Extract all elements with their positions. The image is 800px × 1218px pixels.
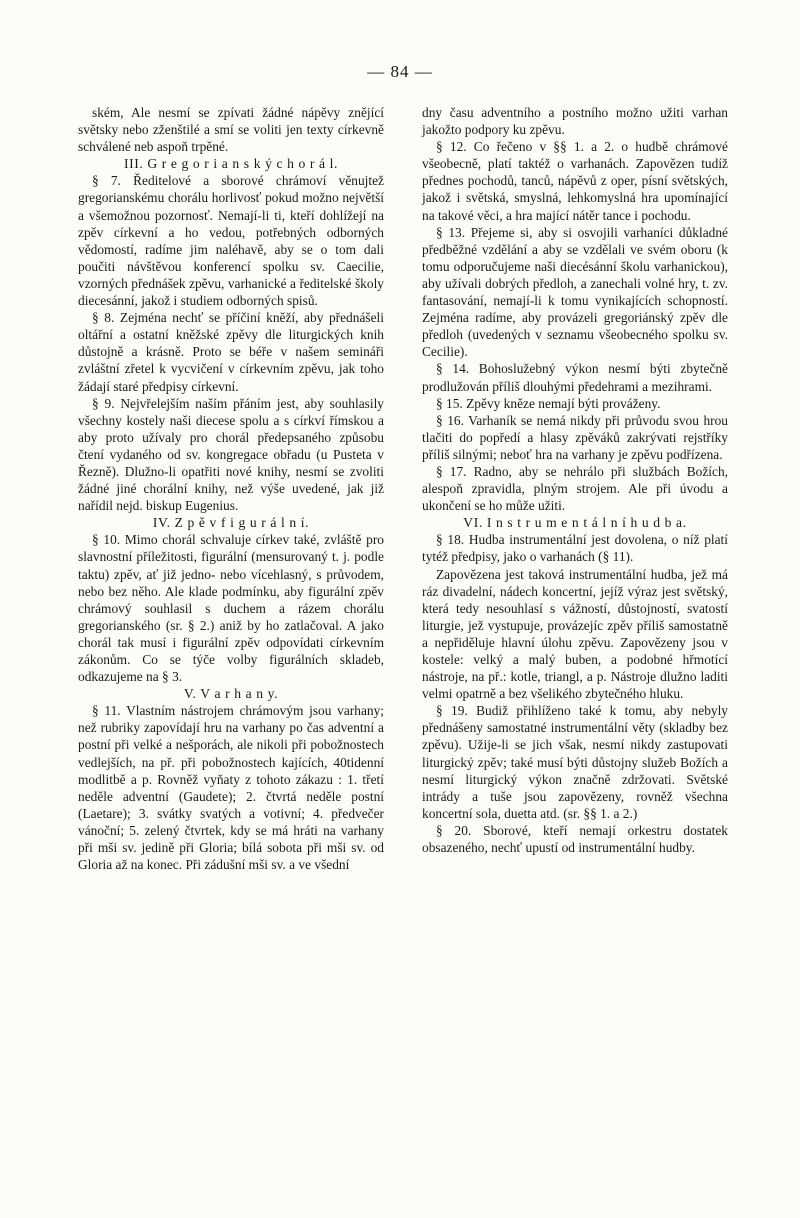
body-paragraph: § 7. Ředitelové a sborové chrámoví věnujtež gregorianskému chorálu horlivosť pokud možno největší a všemožnou pozornosť. Nemají-li ti, kteří dohlížejí na zpěv církevní a ho vedou, potřebných odborných vědomostí, radíme jim naléhavě, aby se o tom dali poučiti návštěvou konferencí spolku sv. Caecilie, vzorných přednášek zpěvu, varhanické a ředitelské školy diecesánní, jakož i studiem odborných spisů. bbox=[78, 173, 384, 309]
body-paragraph: § 18. Hudba instrumentální jest dovolena, o níž platí tytéž předpisy, jako o varhanách (§ 11). bbox=[422, 532, 728, 565]
body-paragraph: § 13. Přejeme si, aby si osvojili varhaníci důkladné předběžné vzdělání a aby se vzdělali ve svém oboru (k tomu odporučujeme naši diecésánní školu varhanickou), aby užívali dobrých předloh, a zanechali volné hry, t. zv. fantasování, nemají-li k tomu vynikajících schopností. Zejména radíme, aby provázeli gregoriánský zpěv dle předloh (uvedených v seznamu všeobecného spolku sv. Cecilie). bbox=[422, 224, 728, 360]
body-paragraph: § 8. Zejména nechť se příčiní kněží, aby přednášeli oltářní a ostatní kněžské zpěvy dle liturgických knih důstojně a krásně. Proto se béře v našem semináři zvláštní zřetel k vycvičení v církevním zpěvu, jak toho žádají staré předpisy církevní. bbox=[78, 310, 384, 394]
body-paragraph: § 16. Varhaník se nemá nikdy při průvodu svou hrou tlačiti do popředí a hlasy zpěváků zakrývati rejstříky příliš silnými; neboť hra na varhany je zpěvu podřízena. bbox=[422, 412, 728, 462]
section-heading: VI. I n s t r u m e n t á l n í h u d b a. bbox=[463, 515, 687, 531]
body-paragraph: § 9. Nejvřelejším naším přáním jest, aby souhlasily všechny kostely naši diecese spolu a s církví římskou a aby proto užívaly pro chorál předepsaného způsobu čtení vydaného od sv. kongregace obřadu (u Pusteta v Řezně). Dlužno-li opatřiti nové knihy, nesmí se zvoliti žádné jiné chorální knihy, než výše uvedené, jak již nařídil nejd. biskup Eugenius. bbox=[78, 395, 384, 514]
body-paragraph: § 11. Vlastním nástrojem chrámovým jsou varhany; než rubriky zapovídají hru na varhany po čas adventní a postní při velké a nešporách, ale nikoli při pobožnostech vedlejších, na př. při pobožnostech kajících, 40tidenní modlitbě a p. Rovněž vyňaty z tohoto zákazu : 1. třetí neděle adventní (Gaudete); 2. čtvrtá neděle postní (Laetare); 3. svátky svatých a votivní; 4. předvečer vánoční; 5. zelený čtvrtek, kdy se má hráti na varhany při mši sv. jedině při Gloria; bílá sobota při mši sv. od Gloria až na konec. Při zádušní mši sv. a ve všední bbox=[78, 703, 384, 873]
body-paragraph: § 10. Mimo chorál schvaluje církev také, zvláště pro slavnostní příležitosti, figurální (mensurovaný t. j. podle taktu) zpěv, ať již jedno- nebo vícehlasný, s průvodem, nebo bez něho. Ale klade podmínku, aby figurální zpěv chrámový souhlasil s duchem a rázem chorálu gregorianského (sr. § 2.) aniž by ho zatlačoval. A jako chorál tak musí i figurální zpěv odpovídati církevním zákonům. Co se týče volby figurálních skladeb, odkazujeme na § 3. bbox=[78, 532, 384, 685]
body-paragraph: § 14. Bohoslužebný výkon nesmí býti zbytečně prodlužován příliš dlouhými předehrami a mezihrami. bbox=[422, 361, 728, 394]
body-paragraph: § 15. Zpěvy kněze nemají býti prováženy. bbox=[436, 395, 661, 411]
two-column-body bbox=[78, 104, 728, 873]
section-heading: III. G r e g o r i a n s k ý c h o r á l. bbox=[123, 156, 339, 172]
section-heading: V. V a r h a n y. bbox=[183, 686, 279, 702]
page-number: — 84 — bbox=[367, 62, 433, 81]
section-heading: IV. Z p ě v f i g u r á l n í. bbox=[152, 515, 310, 531]
body-paragraph: § 20. Sborové, kteří nemají orkestru dostatek obsazeného, nechť upustí od instrumentální hudby. bbox=[422, 822, 728, 856]
body-paragraph: dny času adventního a postního možno užiti varhan jakožto podpory ku zpěvu. bbox=[422, 105, 728, 138]
body-paragraph: § 19. Budiž přihlíženo také k tomu, aby nebyly přednášeny samostatné instrumentální věty (skladby bez zpěvu). Užije-li se jich však, nesmí nikdy zastupovati liturgický zpěv; také musí býti důstojny služeb Božích a nesmí liturgický výkon značně zdržovati. Světské intrády a tuše jsou zapovězeny, rovněž všechna koncertní sola, duetta atd. (sr. §§ 1. a 2.) bbox=[422, 703, 728, 821]
body-paragraph: ském, Ale nesmí se zpívati žádné nápěvy znějící světsky nebo zženštilé a smí se voliti jen texty církevně schválené neb aspoň trpěné. bbox=[78, 105, 384, 155]
left-text-column bbox=[78, 104, 384, 873]
body-paragraph: § 12. Co řečeno v §§ 1. a 2. o hudbě chrámové všeobecně, platí taktéž o varhanách. Zapovězen tudíž přednes pochodů, tanců, nápěvů z oper, písní světských, jakož i světská, smyslná, lehkomyslná hra upomínající na takové věci, a hra mající nátěr tance i pochodu. bbox=[422, 139, 728, 223]
body-paragraph: Zapovězena jest taková instrumentální hudba, jež má ráz divadelní, nádech koncertní, jejíž výraz jest světský, která tedy nesouhlasí s vážností, důstojností, svatostí liturgie, jež vystupuje, provázejíc zpěv příliš samostatně a nepřiděluje hlavní úlohu zpěvu. Zapovězeny jsou v kostele: velký a malý buben, a podobné hřmotící nástroje, na př.: kotle, triangl, a p. Nástroje dlužno laditi velmi opatrně a bez všelikého zbytečného hluku. bbox=[422, 566, 728, 702]
right-text-column bbox=[422, 104, 728, 873]
body-paragraph: § 17. Radno, aby se nehrálo při službách Božích, alespoň zpravidla, plným strojem. Ale při úvodu a ukončení se ho může užiti. bbox=[422, 463, 728, 514]
